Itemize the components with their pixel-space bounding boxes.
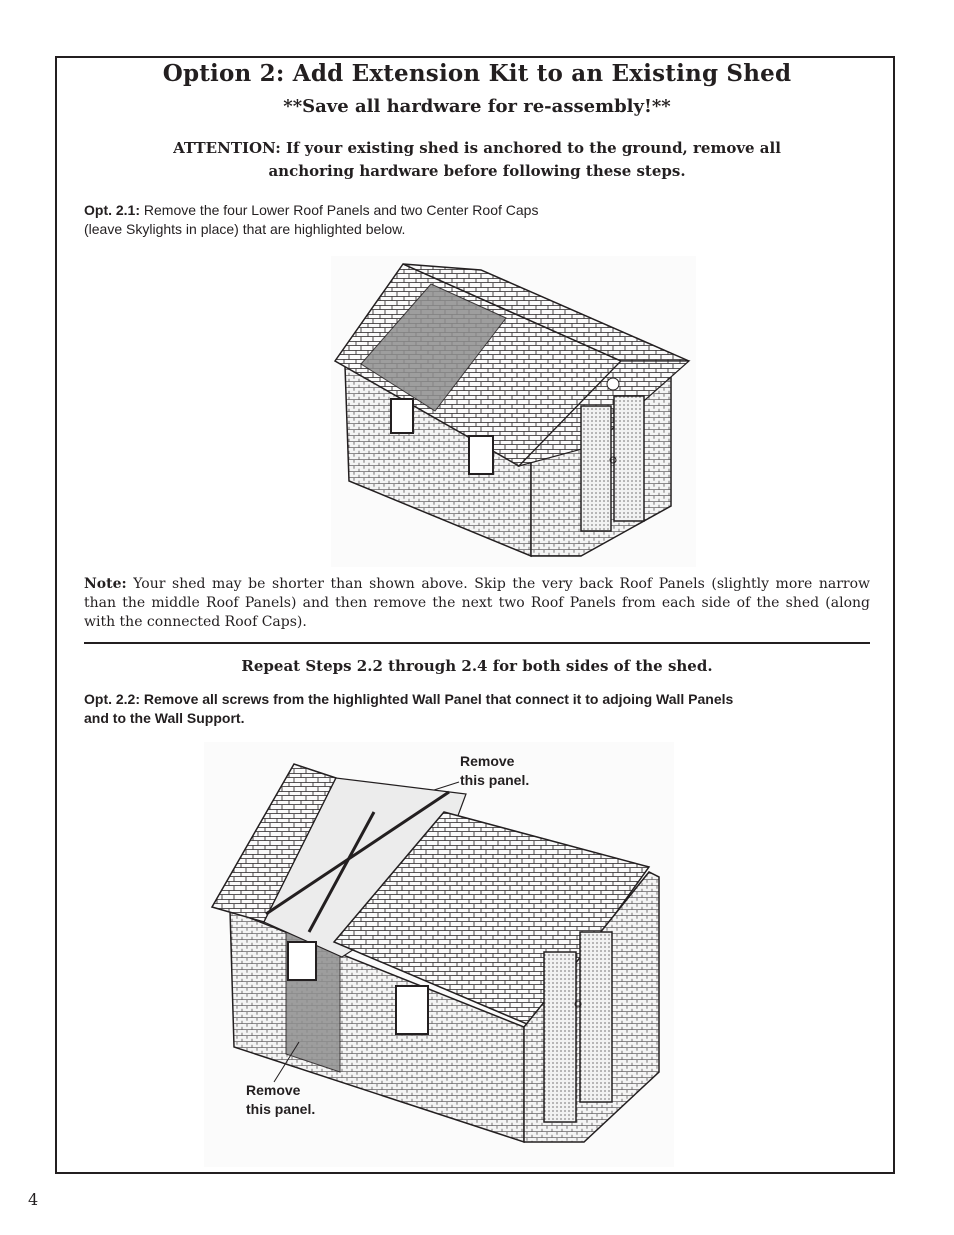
step-2-1-label: Opt. 2.1: (84, 202, 141, 218)
attention-notice (100, 137, 854, 183)
page-title: Option 2: Add Extension Kit to an Existing Shed (162, 60, 792, 87)
callout-remove-bottom (246, 1081, 315, 1119)
attention-line-1: ATTENTION: If your existing shed is anchored to the ground, remove all (173, 139, 781, 157)
step-2-1-text-2: (leave Skylights in place) that are highlighted below. (84, 221, 406, 237)
note-paragraph (84, 575, 870, 632)
callout-remove-top (460, 752, 529, 790)
step-2-2-instruction (84, 690, 844, 728)
repeat-heading: Repeat Steps 2.2 through 2.4 for both sides of the shed. (241, 657, 713, 675)
step-2-1-text-1: Remove the four Lower Roof Panels and two Center Roof Caps (140, 202, 539, 218)
callout-top-line-2: this panel. (460, 772, 530, 788)
attention-line-2: anchoring hardware before following these steps. (268, 162, 686, 180)
page-number: 4 (28, 1190, 39, 1209)
note-label: Note: (84, 576, 127, 592)
step-2-2-line-2: and to the Wall Support. (84, 710, 245, 726)
page-subtitle: **Save all hardware for re-assembly!** (283, 96, 671, 117)
shed-roof-illustration (331, 256, 696, 567)
callout-bottom-line-1: Remove (246, 1082, 301, 1098)
step-2-2-line-1: Opt. 2.2: Remove all screws from the highlighted Wall Panel that connect it to adjoing Wall Panels (84, 691, 734, 707)
callout-bottom-line-2: this panel. (246, 1101, 316, 1117)
step-2-1-instruction (84, 201, 684, 239)
section-divider (84, 642, 870, 644)
note-text: Your shed may be shorter than shown above. Skip the very back Roof Panels (slightly more narrow than the middle Roof Panels) and then remove the next two Roof Panels from each side of the shed (along with the connected Roof Caps). (84, 576, 870, 630)
callout-top-line-1: Remove (460, 753, 515, 769)
